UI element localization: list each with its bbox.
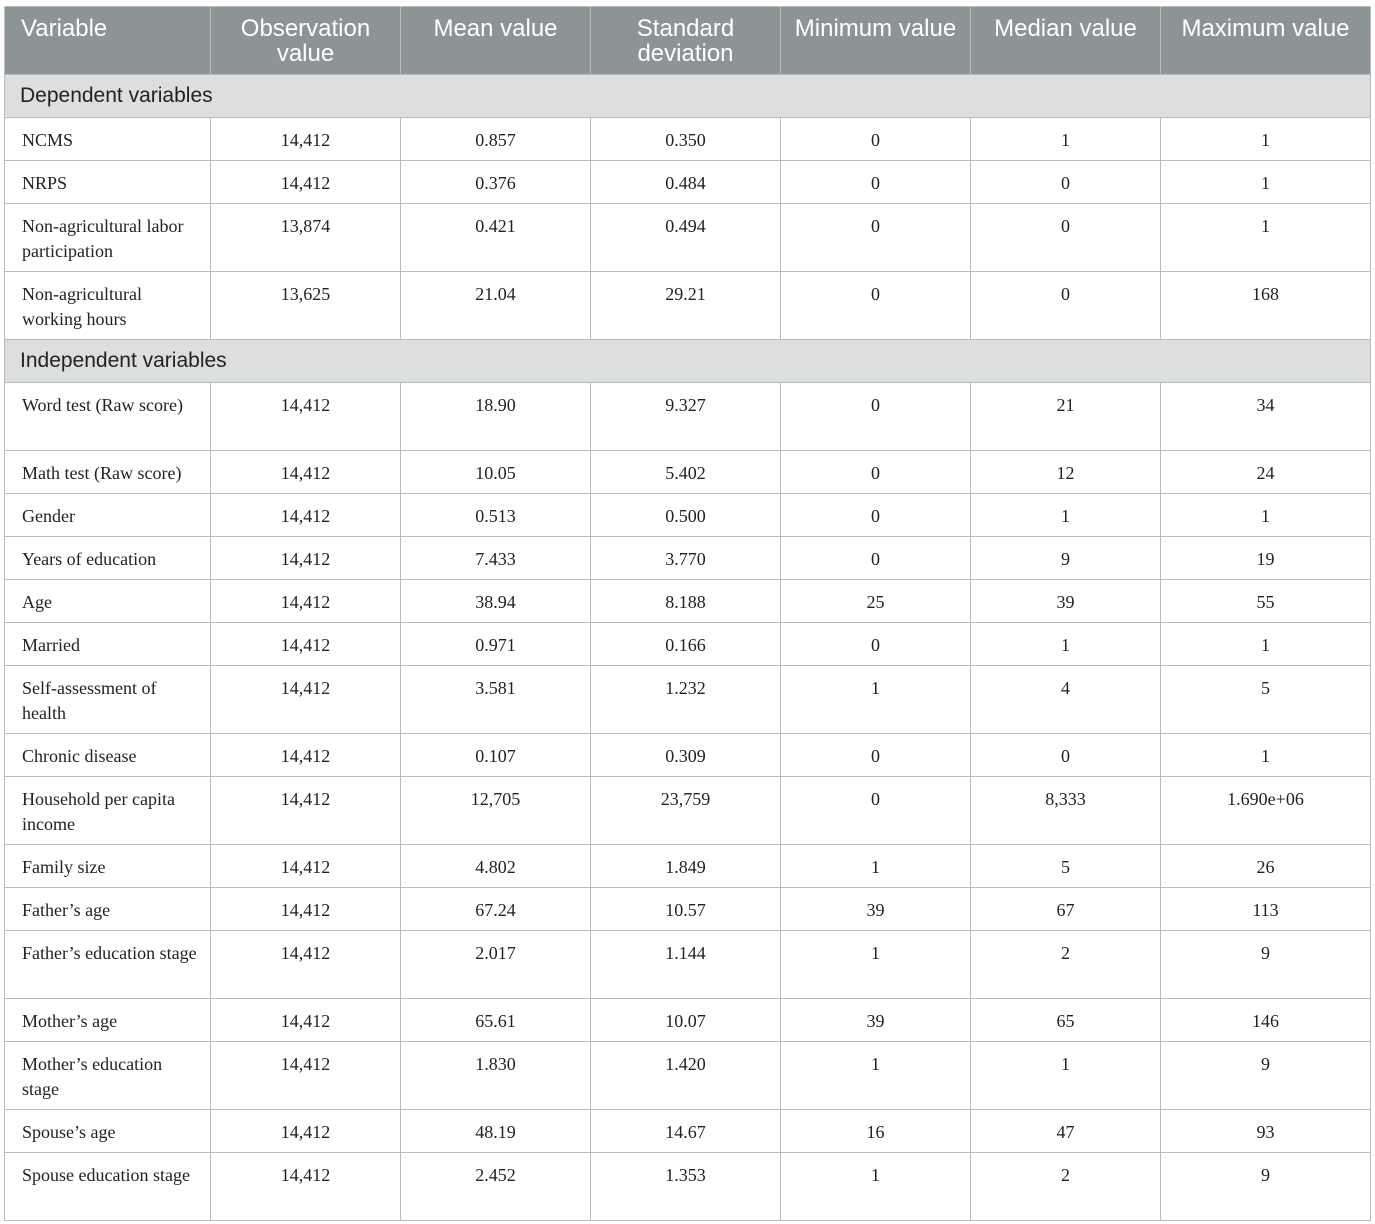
median-cell: 67: [971, 888, 1161, 931]
observation-cell: 14,412: [211, 118, 401, 161]
observation-cell: 14,412: [211, 383, 401, 451]
minimum-cell: 16: [781, 1110, 971, 1153]
variable-cell: Household per capita income: [5, 777, 211, 845]
variable-cell: Chronic disease: [5, 734, 211, 777]
std-dev-cell: 8.188: [591, 580, 781, 623]
std-dev-cell: 10.57: [591, 888, 781, 931]
maximum-cell: 1: [1161, 204, 1371, 272]
std-dev-cell: 1.353: [591, 1153, 781, 1221]
mean-cell: 0.513: [401, 494, 591, 537]
variable-cell: Father’s age: [5, 888, 211, 931]
mean-cell: 0.421: [401, 204, 591, 272]
observation-cell: 14,412: [211, 734, 401, 777]
observation-cell: 13,625: [211, 272, 401, 340]
std-dev-cell: 0.350: [591, 118, 781, 161]
maximum-cell: 9: [1161, 931, 1371, 999]
maximum-cell: 1: [1161, 623, 1371, 666]
statistics-table: [4, 6, 1371, 1221]
table-row: [5, 161, 1371, 204]
std-dev-cell: 5.402: [591, 451, 781, 494]
header-variable: Variable: [5, 7, 211, 75]
table-row: [5, 1153, 1371, 1221]
std-dev-cell: 0.500: [591, 494, 781, 537]
observation-cell: 14,412: [211, 1153, 401, 1221]
table-row: [5, 931, 1371, 999]
table-row: [5, 451, 1371, 494]
observation-cell: 14,412: [211, 666, 401, 734]
median-cell: 1: [971, 623, 1161, 666]
observation-cell: 14,412: [211, 161, 401, 204]
variable-cell: Mother’s age: [5, 999, 211, 1042]
std-dev-cell: 1.232: [591, 666, 781, 734]
mean-cell: 38.94: [401, 580, 591, 623]
minimum-cell: 0: [781, 494, 971, 537]
minimum-cell: 25: [781, 580, 971, 623]
std-dev-cell: 23,759: [591, 777, 781, 845]
table-row: [5, 1042, 1371, 1110]
table-row: [5, 999, 1371, 1042]
table-row: [5, 1110, 1371, 1153]
std-dev-cell: 0.494: [591, 204, 781, 272]
variable-cell: Self-assessment of health: [5, 666, 211, 734]
maximum-cell: 1: [1161, 161, 1371, 204]
variable-cell: Word test (Raw score): [5, 383, 211, 451]
header-median: Median value: [971, 7, 1161, 75]
maximum-cell: 5: [1161, 666, 1371, 734]
header-minimum: Minimum value: [781, 7, 971, 75]
variable-cell: Years of education: [5, 537, 211, 580]
median-cell: 4: [971, 666, 1161, 734]
observation-cell: 14,412: [211, 623, 401, 666]
mean-cell: 0.107: [401, 734, 591, 777]
std-dev-cell: 29.21: [591, 272, 781, 340]
median-cell: 65: [971, 999, 1161, 1042]
header-mean: Mean value: [401, 7, 591, 75]
std-dev-cell: 1.849: [591, 845, 781, 888]
median-cell: 21: [971, 383, 1161, 451]
table-row: [5, 888, 1371, 931]
observation-cell: 14,412: [211, 1042, 401, 1110]
mean-cell: 1.830: [401, 1042, 591, 1110]
maximum-cell: 146: [1161, 999, 1371, 1042]
observation-cell: 14,412: [211, 494, 401, 537]
std-dev-cell: 1.144: [591, 931, 781, 999]
minimum-cell: 0: [781, 777, 971, 845]
mean-cell: 7.433: [401, 537, 591, 580]
mean-cell: 2.017: [401, 931, 591, 999]
mean-cell: 18.90: [401, 383, 591, 451]
observation-cell: 14,412: [211, 888, 401, 931]
minimum-cell: 0: [781, 623, 971, 666]
mean-cell: 67.24: [401, 888, 591, 931]
variable-cell: Spouse’s age: [5, 1110, 211, 1153]
minimum-cell: 39: [781, 888, 971, 931]
mean-cell: 0.376: [401, 161, 591, 204]
observation-cell: 14,412: [211, 777, 401, 845]
maximum-cell: 24: [1161, 451, 1371, 494]
std-dev-cell: 0.309: [591, 734, 781, 777]
mean-cell: 12,705: [401, 777, 591, 845]
std-dev-cell: 1.420: [591, 1042, 781, 1110]
minimum-cell: 0: [781, 161, 971, 204]
minimum-cell: 39: [781, 999, 971, 1042]
maximum-cell: 9: [1161, 1042, 1371, 1110]
variable-cell: Mother’s education stage: [5, 1042, 211, 1110]
minimum-cell: 1: [781, 931, 971, 999]
mean-cell: 48.19: [401, 1110, 591, 1153]
observation-cell: 13,874: [211, 204, 401, 272]
minimum-cell: 0: [781, 451, 971, 494]
mean-cell: 21.04: [401, 272, 591, 340]
median-cell: 12: [971, 451, 1161, 494]
variable-cell: Gender: [5, 494, 211, 537]
table-row: [5, 845, 1371, 888]
median-cell: 5: [971, 845, 1161, 888]
mean-cell: 0.971: [401, 623, 591, 666]
std-dev-cell: 3.770: [591, 537, 781, 580]
maximum-cell: 9: [1161, 1153, 1371, 1221]
observation-cell: 14,412: [211, 931, 401, 999]
observation-cell: 14,412: [211, 999, 401, 1042]
variable-cell: Non-agricultural working hours: [5, 272, 211, 340]
variable-cell: Spouse education stage: [5, 1153, 211, 1221]
table-row: [5, 734, 1371, 777]
median-cell: 47: [971, 1110, 1161, 1153]
variable-cell: Married: [5, 623, 211, 666]
observation-cell: 14,412: [211, 845, 401, 888]
header-row: [5, 7, 1371, 75]
median-cell: 2: [971, 931, 1161, 999]
maximum-cell: 19: [1161, 537, 1371, 580]
observation-cell: 14,412: [211, 537, 401, 580]
median-cell: 2: [971, 1153, 1161, 1221]
observation-cell: 14,412: [211, 451, 401, 494]
table-row: [5, 777, 1371, 845]
minimum-cell: 0: [781, 537, 971, 580]
mean-cell: 3.581: [401, 666, 591, 734]
maximum-cell: 93: [1161, 1110, 1371, 1153]
maximum-cell: 1: [1161, 494, 1371, 537]
std-dev-cell: 9.327: [591, 383, 781, 451]
minimum-cell: 0: [781, 204, 971, 272]
std-dev-cell: 10.07: [591, 999, 781, 1042]
std-dev-cell: 0.166: [591, 623, 781, 666]
median-cell: 39: [971, 580, 1161, 623]
std-dev-cell: 0.484: [591, 161, 781, 204]
variable-cell: Family size: [5, 845, 211, 888]
mean-cell: 65.61: [401, 999, 591, 1042]
section-title: Dependent variables: [5, 75, 1371, 118]
table-row: [5, 580, 1371, 623]
maximum-cell: 1.690e+06: [1161, 777, 1371, 845]
maximum-cell: 1: [1161, 118, 1371, 161]
table-row: [5, 204, 1371, 272]
variable-cell: Age: [5, 580, 211, 623]
header-std-dev: Standard deviation: [591, 7, 781, 75]
table-row: [5, 118, 1371, 161]
minimum-cell: 0: [781, 383, 971, 451]
median-cell: 0: [971, 204, 1161, 272]
table-row: [5, 623, 1371, 666]
variable-cell: Father’s education stage: [5, 931, 211, 999]
mean-cell: 10.05: [401, 451, 591, 494]
median-cell: 1: [971, 494, 1161, 537]
maximum-cell: 26: [1161, 845, 1371, 888]
maximum-cell: 168: [1161, 272, 1371, 340]
variable-cell: Non-agricultural labor participation: [5, 204, 211, 272]
observation-cell: 14,412: [211, 1110, 401, 1153]
maximum-cell: 55: [1161, 580, 1371, 623]
minimum-cell: 0: [781, 118, 971, 161]
mean-cell: 0.857: [401, 118, 591, 161]
minimum-cell: 0: [781, 272, 971, 340]
median-cell: 8,333: [971, 777, 1161, 845]
median-cell: 0: [971, 272, 1161, 340]
variable-cell: NRPS: [5, 161, 211, 204]
table-row: [5, 494, 1371, 537]
table-row: [5, 272, 1371, 340]
minimum-cell: 1: [781, 845, 971, 888]
std-dev-cell: 14.67: [591, 1110, 781, 1153]
table-row: [5, 666, 1371, 734]
section-row: [5, 340, 1371, 383]
minimum-cell: 0: [781, 734, 971, 777]
variable-cell: Math test (Raw score): [5, 451, 211, 494]
header-observation: Observation value: [211, 7, 401, 75]
maximum-cell: 113: [1161, 888, 1371, 931]
median-cell: 0: [971, 161, 1161, 204]
table-body: [5, 75, 1371, 1221]
median-cell: 1: [971, 1042, 1161, 1110]
header-maximum: Maximum value: [1161, 7, 1371, 75]
minimum-cell: 1: [781, 666, 971, 734]
maximum-cell: 1: [1161, 734, 1371, 777]
median-cell: 0: [971, 734, 1161, 777]
variable-cell: NCMS: [5, 118, 211, 161]
section-row: [5, 75, 1371, 118]
section-title: Independent variables: [5, 340, 1371, 383]
minimum-cell: 1: [781, 1042, 971, 1110]
median-cell: 1: [971, 118, 1161, 161]
table-row: [5, 537, 1371, 580]
maximum-cell: 34: [1161, 383, 1371, 451]
median-cell: 9: [971, 537, 1161, 580]
minimum-cell: 1: [781, 1153, 971, 1221]
observation-cell: 14,412: [211, 580, 401, 623]
mean-cell: 4.802: [401, 845, 591, 888]
mean-cell: 2.452: [401, 1153, 591, 1221]
table-row: [5, 383, 1371, 451]
